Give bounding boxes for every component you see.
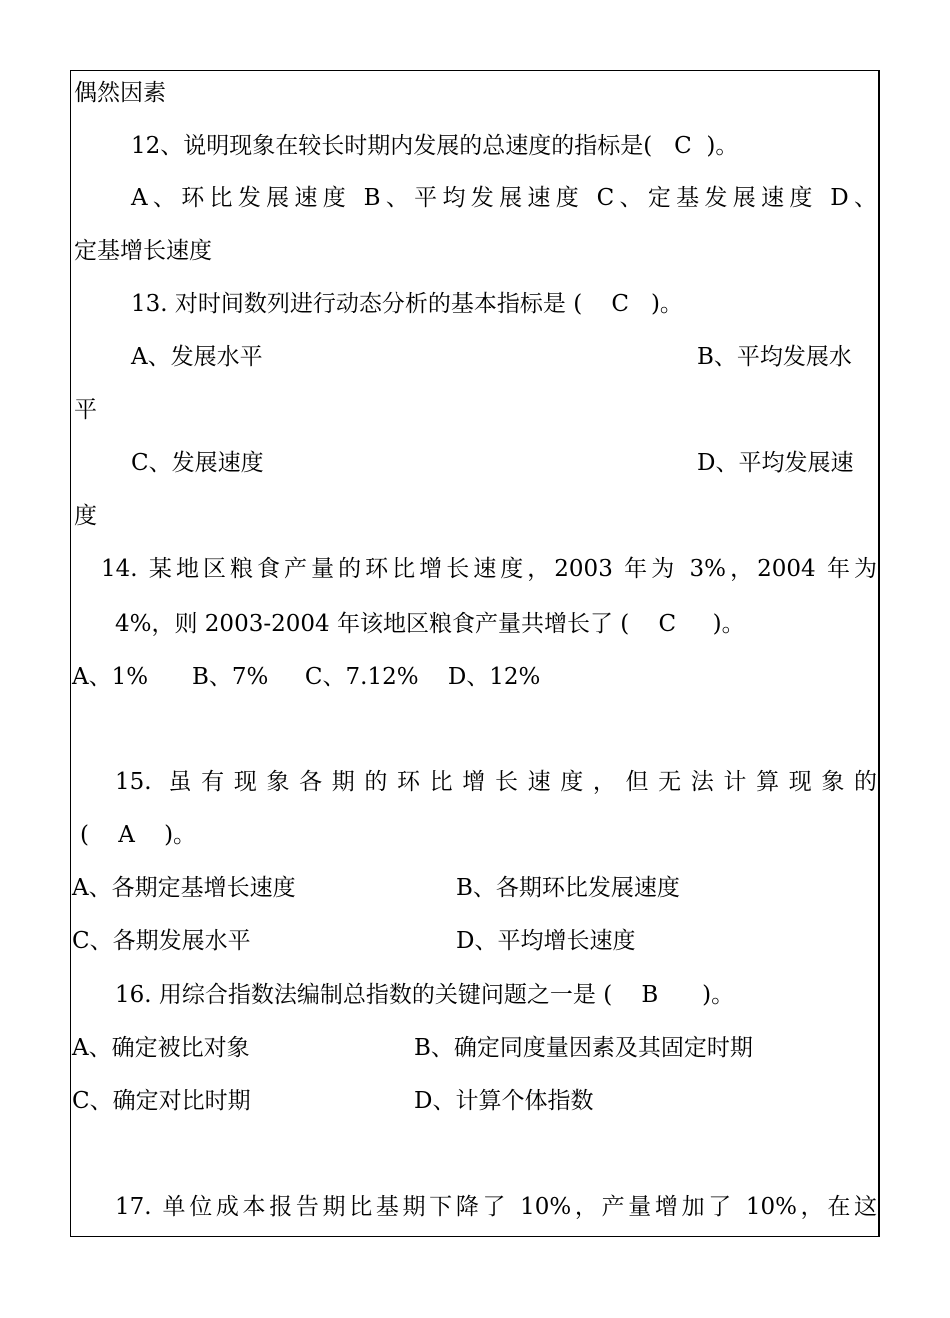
question-16-option-b: B、确定同度量因素及其固定时期 [414, 1035, 753, 1061]
question-16: 16. 用综合指数法编制总指数的关键问题之一是 ( B )。 [115, 982, 735, 1008]
question-16-option-c: C、确定对比时期 [72, 1088, 251, 1114]
question-13: 13. 对时间数列进行动态分析的基本指标是 ( C )。 [131, 291, 683, 317]
question-17: 17. 单位成本报告期比基期下降了 10%，产量增加了 10%，在这 [115, 1194, 877, 1220]
question-13-option-b: B、平均发展水 [697, 344, 852, 370]
question-12: 12、说明现象在较长时期内发展的总速度的指标是( C )。 [131, 133, 739, 159]
question-14-options: A、1% B、7% C、7.12% D、12% [72, 664, 541, 690]
question-14: 14. 某地区粮食产量的环比增长速度，2003 年为 3%，2004 年为 [101, 556, 877, 582]
question-15: 15. 虽有现象各期的环比增长速度，但无法计算现象的 [115, 769, 877, 795]
question-16-option-d: D、计算个体指数 [414, 1088, 594, 1114]
question-15-option-c: C、各期发展水平 [72, 928, 251, 954]
question-13-option-b-cont: 平 [74, 397, 97, 423]
question-15-cont: ( A )。 [80, 822, 197, 848]
question-15-option-a: A、各期定基增长速度 [72, 875, 296, 901]
question-13-option-d: D、平均发展速 [697, 450, 854, 476]
question-15-option-d: D、平均增长速度 [456, 928, 636, 954]
question-15-option-b: B、各期环比发展速度 [456, 875, 680, 901]
question-14-cont: 4%，则 2003-2004 年该地区粮食产量共增长了 ( C )。 [115, 611, 745, 637]
question-16-option-a: A、确定被比对象 [72, 1035, 250, 1061]
question-12-options: A、环比发展速度 B、平均发展速度 C、定基发展速度 D、 [131, 185, 877, 211]
question-12-options-cont: 定基增长速度 [74, 238, 212, 264]
text-line: 偶然因素 [74, 80, 166, 106]
question-13-option-c: C、发展速度 [131, 450, 264, 476]
question-13-option-a: A、发展水平 [131, 344, 263, 370]
question-13-option-d-cont: 度 [74, 503, 97, 529]
